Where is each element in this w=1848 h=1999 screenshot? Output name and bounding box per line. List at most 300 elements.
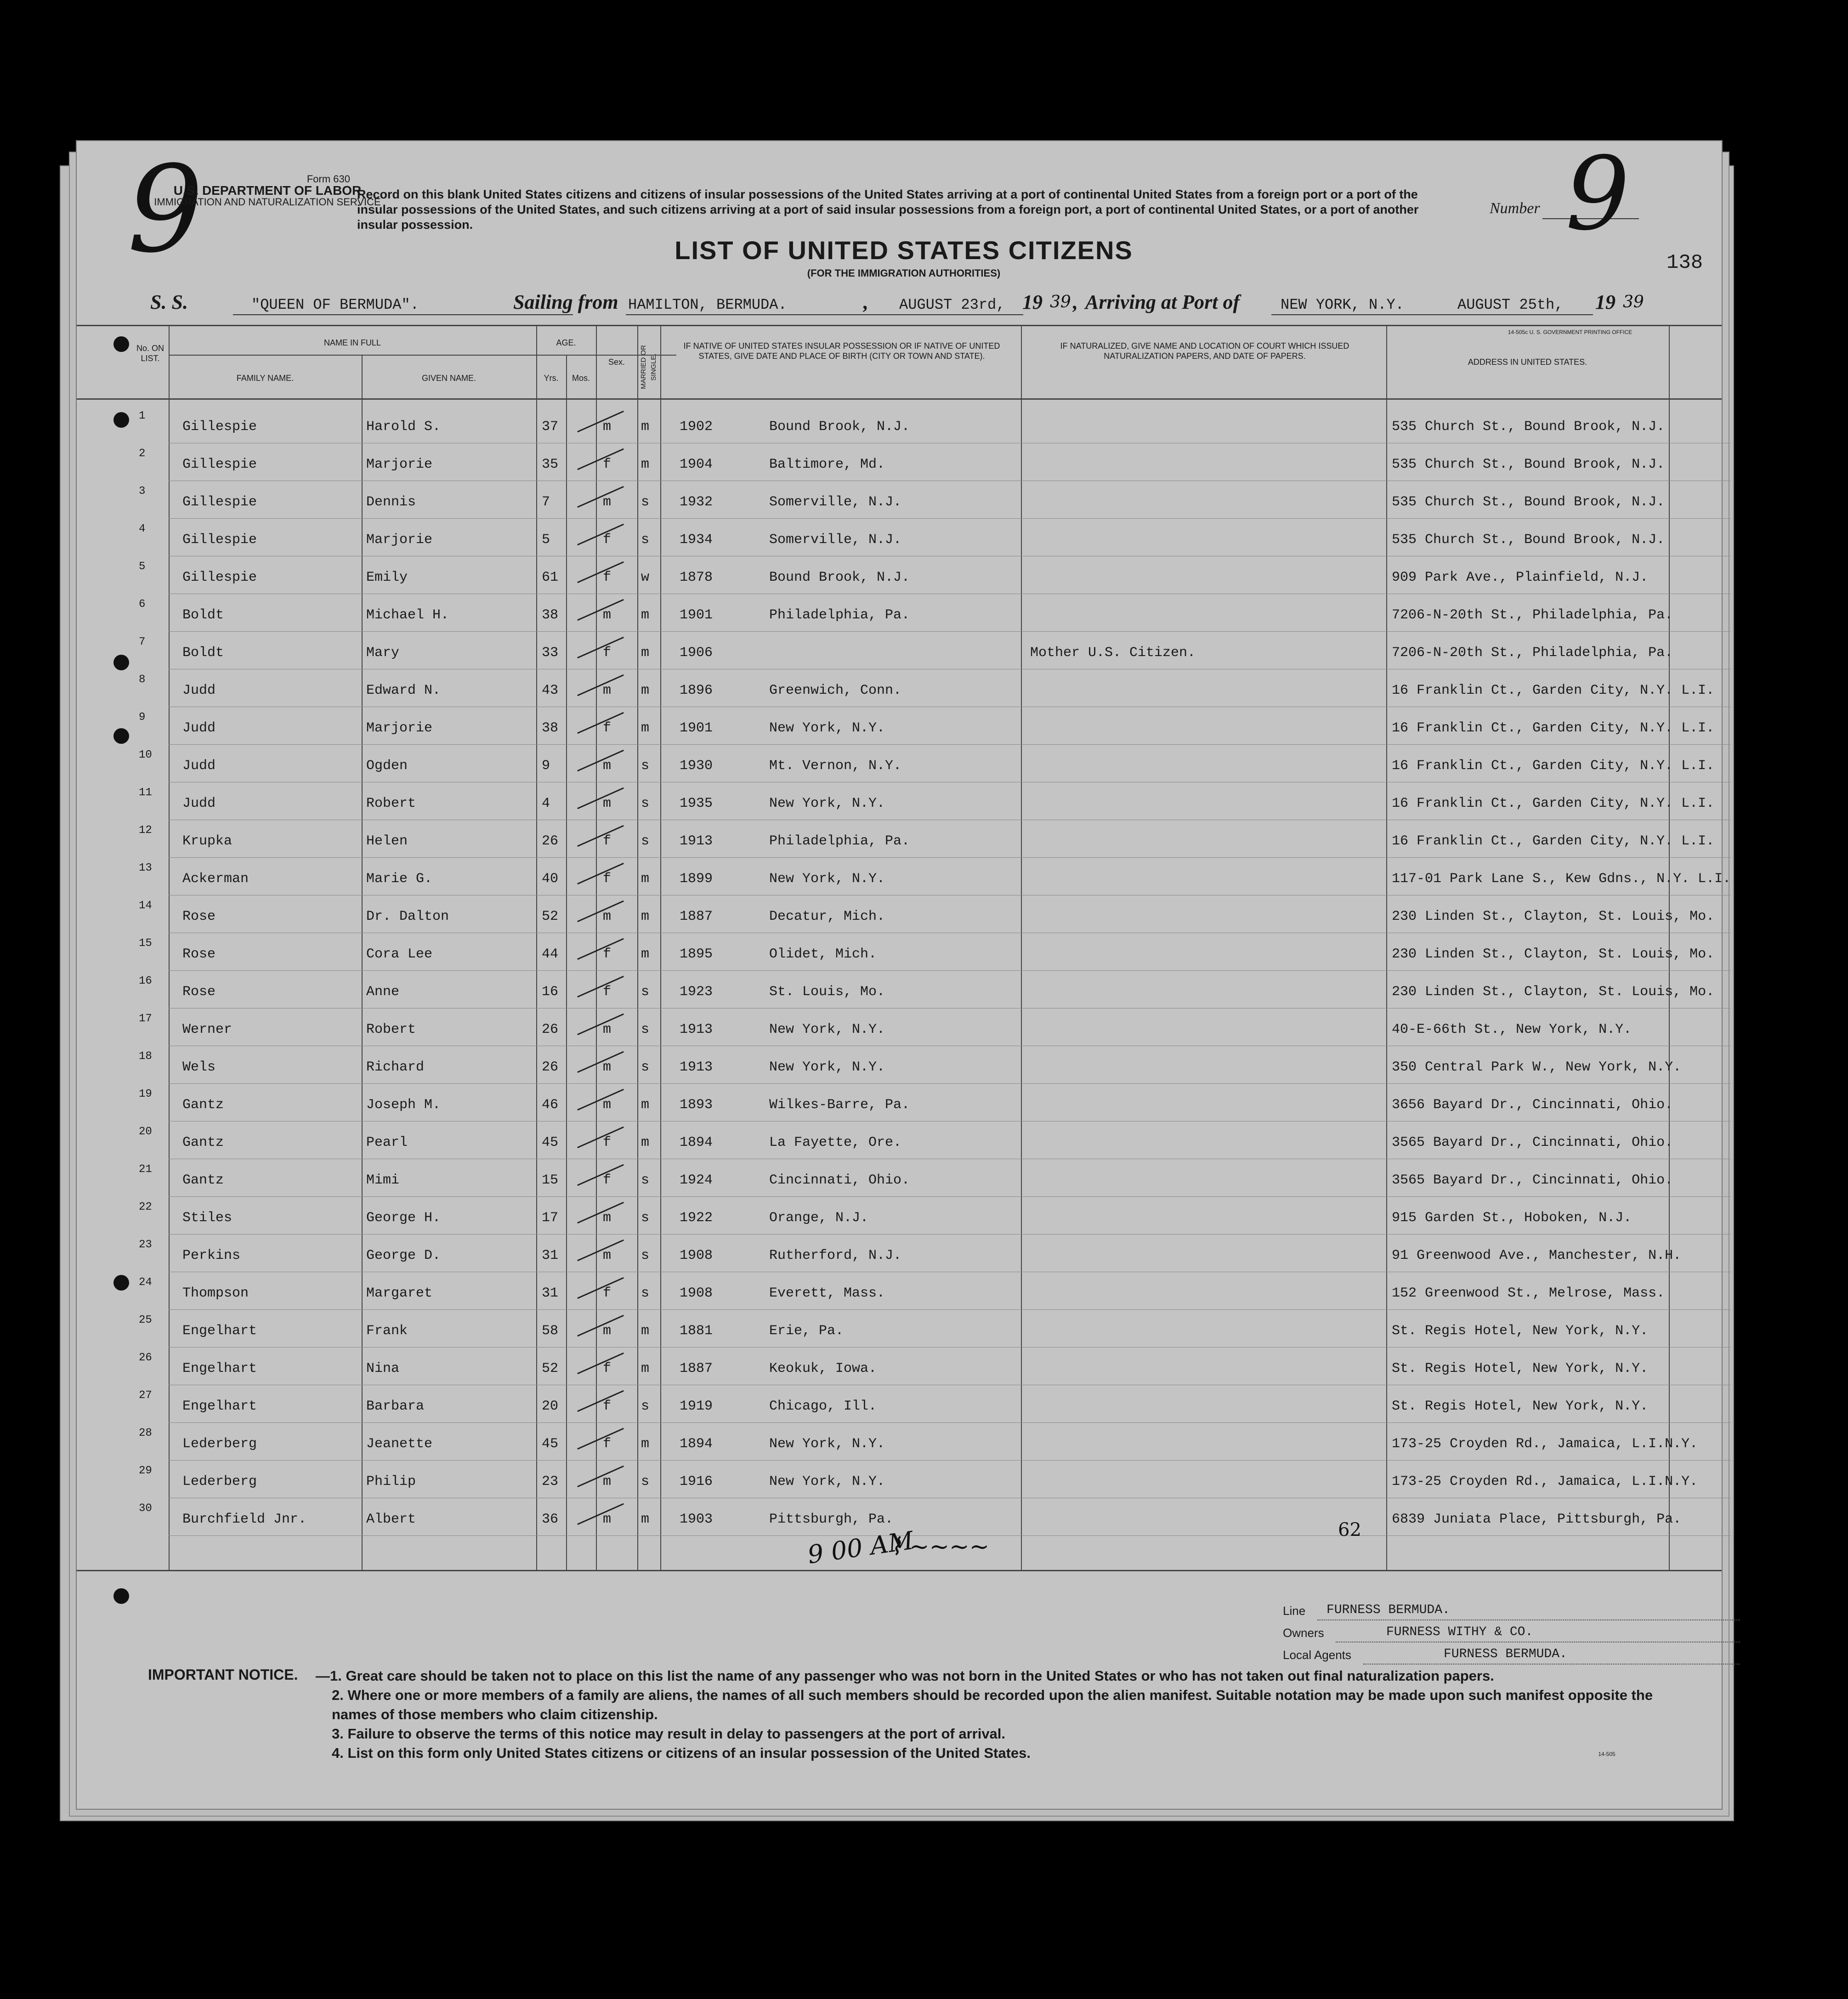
arrival-year: 39 [1623, 293, 1644, 311]
birth-year: 1924 [680, 1172, 713, 1188]
birth-year: 1896 [680, 683, 713, 698]
row-number: 4 [139, 523, 146, 535]
marital-status: m [641, 607, 650, 623]
agents-underline [1363, 1664, 1740, 1665]
row-number: 26 [139, 1352, 152, 1364]
family-name: Gillespie [182, 570, 257, 585]
row-number: 15 [139, 937, 152, 950]
header-name-in-full: NAME IN FULL [323, 338, 381, 347]
col-divider-yrs [566, 355, 567, 1570]
inspector-checkmark [577, 1428, 624, 1450]
inspector-checkmark [577, 1390, 624, 1412]
birth-place: St. Louis, Mo. [769, 984, 885, 1000]
inspector-checkmark [577, 787, 624, 809]
port-underline [1271, 314, 1593, 315]
row-number: 27 [139, 1389, 152, 1402]
family-name: Gantz [182, 1097, 224, 1113]
age-years: 31 [542, 1285, 559, 1301]
family-name: Judd [182, 683, 216, 698]
given-name: Dr. Dalton [366, 909, 449, 924]
marital-status: m [641, 946, 650, 962]
sex-value: m [603, 1059, 612, 1075]
marital-status: s [641, 1399, 650, 1414]
header-mos: Mos. [572, 374, 590, 383]
row-number: 6 [139, 598, 146, 611]
inspector-checkmark [577, 938, 624, 960]
row-number: 17 [139, 1013, 152, 1025]
birth-year: 1894 [680, 1135, 713, 1150]
given-name: Albert [366, 1512, 416, 1527]
birth-place: Pittsburgh, Pa. [769, 1512, 894, 1527]
row-number: 28 [139, 1427, 152, 1439]
us-address: 173-25 Croyden Rd., Jamaica, L.I.N.Y. [1392, 1474, 1698, 1489]
header-sex: Sex. [608, 357, 625, 367]
binder-hole [113, 728, 129, 744]
birth-place: Philadelphia, Pa. [769, 607, 910, 623]
sex-value: m [603, 796, 612, 811]
row-number: 10 [139, 749, 152, 761]
family-name: Boldt [182, 607, 224, 623]
marital-status: m [641, 419, 650, 435]
age-years: 20 [542, 1399, 559, 1414]
list-title: LIST OF UNITED STATES CITIZENS [675, 236, 1133, 265]
family-name: Krupka [182, 833, 232, 849]
header-bottom-line [77, 398, 1722, 400]
age-years: 61 [542, 570, 559, 585]
row-number: 12 [139, 824, 152, 837]
row-number: 11 [139, 787, 152, 799]
us-address: 909 Park Ave., Plainfield, N.J. [1392, 570, 1649, 585]
age-years: 44 [542, 946, 559, 962]
row-number: 29 [139, 1465, 152, 1477]
marital-status: w [641, 570, 650, 585]
birth-year: 1934 [680, 532, 713, 548]
birth-year: 1901 [680, 720, 713, 736]
given-name: Marjorie [366, 532, 433, 548]
inspector-checkmark [577, 825, 624, 847]
owners-label: Owners [1283, 1626, 1324, 1640]
family-name: Stiles [182, 1210, 232, 1226]
department-name: U.S. DEPARTMENT OF LABOR [173, 183, 362, 198]
given-name: George D. [366, 1248, 441, 1263]
birth-year: 1932 [680, 494, 713, 510]
birth-place: Cincinnati, Ohio. [769, 1172, 910, 1188]
notice-item-4: 4. List on this form only United States citizens or citizens of an insular possession of the United States. [332, 1745, 1031, 1761]
service-name: IMMIGRATION AND NATURALIZATION SERVICE [154, 196, 381, 208]
sex-value: f [603, 645, 612, 661]
col-divider-sex [637, 325, 638, 1570]
from-underline [626, 314, 929, 315]
family-name: Perkins [182, 1248, 241, 1263]
col-divider-given [536, 325, 537, 1570]
given-name: Robert [366, 796, 416, 811]
birth-year: 1894 [680, 1436, 713, 1452]
preamble-text: Record on this blank United States citizens and citizens of insular possessions of the United States arriving at a port of continental United States from a foreign port or a port of the insular possessions of the United States, and such citizens arriving at a port of said insular possessions from a foreign port, a port of continental United States, or a port of another insular possession. [357, 187, 1419, 232]
sex-value: m [603, 683, 612, 698]
family-name: Gillespie [182, 494, 257, 510]
birth-year: 1887 [680, 909, 713, 924]
col-divider-birth [1021, 325, 1022, 1570]
sex-value: m [603, 419, 612, 435]
sex-value: m [603, 1210, 612, 1226]
us-address: 3656 Bayard Dr., Cincinnati, Ohio. [1392, 1097, 1673, 1113]
inspector-initials-scribble: ⌇ ~~~~ [890, 1533, 990, 1561]
age-years: 35 [542, 457, 559, 472]
birth-year: 1923 [680, 984, 713, 1000]
birth-place: Keokuk, Iowa. [769, 1361, 877, 1376]
inspector-checkmark [577, 1503, 624, 1525]
family-name: Thompson [182, 1285, 249, 1301]
sex-value: f [603, 1135, 612, 1150]
family-name: Rose [182, 909, 216, 924]
family-name: Rose [182, 984, 216, 1000]
col-divider-mos [596, 325, 597, 1570]
row-divider [169, 744, 1731, 745]
given-name: Robert [366, 1022, 416, 1037]
given-name: Harold S. [366, 419, 441, 435]
inspector-checkmark [577, 1089, 624, 1110]
row-divider [169, 970, 1731, 971]
header-address: ADDRESS IN UNITED STATES. [1468, 357, 1587, 367]
sex-value: f [603, 1285, 612, 1301]
birth-year: 1908 [680, 1248, 713, 1263]
row-number: 8 [139, 674, 146, 686]
birth-place: New York, N.Y. [769, 1022, 885, 1037]
inspector-checkmark [577, 863, 624, 884]
family-name: Engelhart [182, 1323, 257, 1339]
departure-date: AUGUST 23rd, [899, 296, 1005, 313]
family-name: Boldt [182, 645, 224, 661]
sailing-from-port: HAMILTON, BERMUDA. [628, 296, 787, 313]
time-stamp: 9 00 AM [805, 1526, 915, 1569]
birth-place: New York, N.Y. [769, 871, 885, 887]
given-name: Jeanette [366, 1436, 433, 1452]
ship-name: "QUEEN OF BERMUDA". [251, 296, 419, 313]
marital-status: m [641, 1436, 650, 1452]
marital-status: m [641, 1512, 650, 1527]
age-years: 58 [542, 1323, 559, 1339]
us-address: 6839 Juniata Place, Pittsburgh, Pa. [1392, 1512, 1682, 1527]
row-number: 7 [139, 636, 146, 648]
sex-value: f [603, 1172, 612, 1188]
sex-value: f [603, 457, 612, 472]
given-name: Emily [366, 570, 408, 585]
inspector-checkmark [577, 900, 624, 922]
birth-year: 1913 [680, 1059, 713, 1075]
header-sub-line [169, 355, 676, 356]
birth-year: 1899 [680, 871, 713, 887]
inspector-checkmark [577, 1240, 624, 1261]
family-name: Gillespie [182, 419, 257, 435]
birth-year: 1913 [680, 833, 713, 849]
row-number: 1 [139, 410, 146, 422]
age-years: 40 [542, 871, 559, 887]
list-number: 9 [1565, 135, 1630, 253]
row-number: 14 [139, 900, 152, 912]
col-divider-family [362, 355, 363, 1570]
birth-place: Bound Brook, N.J. [769, 570, 910, 585]
age-years: 15 [542, 1172, 559, 1188]
sex-value: f [603, 1436, 612, 1452]
birth-year: 1906 [680, 645, 713, 661]
line-value: FURNESS BERMUDA. [1326, 1603, 1450, 1617]
sex-value: f [603, 871, 612, 887]
family-name: Lederberg [182, 1474, 257, 1489]
family-name: Engelhart [182, 1399, 257, 1414]
row-divider [169, 1460, 1731, 1461]
arriving-label: Arriving at Port of [1085, 291, 1240, 313]
birth-place: Bound Brook, N.J. [769, 419, 910, 435]
binder-hole [113, 1275, 129, 1291]
sex-value: m [603, 758, 612, 774]
header-family-name: FAMILY NAME. [236, 374, 294, 383]
birth-place: Chicago, Ill. [769, 1399, 877, 1414]
inspector-checkmark [577, 1315, 624, 1336]
header-yrs: Yrs. [544, 374, 559, 383]
inspector-checkmark [577, 411, 624, 432]
row-number: 9 [139, 711, 146, 724]
us-address: 152 Greenwood St., Melrose, Mass. [1392, 1285, 1665, 1301]
header-age: AGE. [556, 338, 576, 347]
age-years: 26 [542, 833, 559, 849]
inspector-checkmark [577, 750, 624, 771]
birth-place: New York, N.Y. [769, 1059, 885, 1075]
us-address: 350 Central Park W., New York, N.Y. [1392, 1059, 1682, 1075]
birth-place: Everett, Mass. [769, 1285, 885, 1301]
row-number: 3 [139, 485, 146, 498]
inspector-checkmark [577, 674, 624, 696]
given-name: Dennis [366, 494, 416, 510]
us-address: 7206-N-20th St., Philadelphia, Pa. [1392, 607, 1673, 623]
us-address: 16 Franklin Ct., Garden City, N.Y. L.I. [1392, 833, 1715, 849]
marital-status: m [641, 645, 650, 661]
inspector-checkmark [577, 524, 624, 545]
given-name: Anne [366, 984, 400, 1000]
notice-item-1: —1. Great care should be taken not to place on this list the name of any passenger who was not born in the United States or who has not taken out final naturalization papers. [316, 1668, 1494, 1684]
sex-value: m [603, 909, 612, 924]
age-years: 26 [542, 1059, 559, 1075]
given-name: Michael H. [366, 607, 449, 623]
age-years: 38 [542, 607, 559, 623]
sailing-from-label: Sailing from [513, 291, 618, 313]
birth-place: Mt. Vernon, N.Y. [769, 758, 902, 774]
notice-title: IMPORTANT NOTICE. [148, 1666, 298, 1683]
row-number: 19 [139, 1088, 152, 1100]
row-number: 25 [139, 1314, 152, 1326]
sex-value: m [603, 1022, 612, 1037]
family-name: Judd [182, 758, 216, 774]
birth-year: 1913 [680, 1022, 713, 1037]
birth-place: New York, N.Y. [769, 1436, 885, 1452]
sex-value: f [603, 984, 612, 1000]
row-number: 5 [139, 561, 146, 573]
family-name: Judd [182, 796, 216, 811]
family-name: Ackerman [182, 871, 249, 887]
age-years: 45 [542, 1436, 559, 1452]
row-divider [169, 518, 1731, 519]
col-divider-no [169, 325, 170, 1570]
marital-status: m [641, 1323, 650, 1339]
us-address: 16 Franklin Ct., Garden City, N.Y. L.I. [1392, 683, 1715, 698]
marital-status: m [641, 1361, 650, 1376]
age-years: 52 [542, 909, 559, 924]
notice-item-2: 2. Where one or more members of a family are aliens, the names of all such members should be recorded upon the alien manifest. Suitable notation may be made upon such manifest opposite the names of those members who claim citizenship. [332, 1687, 1653, 1722]
sex-value: m [603, 607, 612, 623]
birth-year: 1881 [680, 1323, 713, 1339]
binder-hole [113, 1588, 129, 1604]
row-divider [169, 1347, 1731, 1348]
age-years: 26 [542, 1022, 559, 1037]
comma-2: , [1073, 291, 1078, 313]
row-number: 13 [139, 862, 152, 874]
table-top-line [77, 325, 1722, 326]
departure-underline [890, 314, 1023, 315]
us-address: 535 Church St., Bound Brook, N.J. [1392, 457, 1665, 472]
sex-value: m [603, 1512, 612, 1527]
marital-status: m [641, 720, 650, 736]
given-name: Marjorie [366, 720, 433, 736]
given-name: Ogden [366, 758, 408, 774]
row-divider [169, 1234, 1731, 1235]
age-years: 38 [542, 720, 559, 736]
sex-value: m [603, 1248, 612, 1263]
family-name: Gillespie [182, 532, 257, 548]
birth-place: New York, N.Y. [769, 720, 885, 736]
sex-value: f [603, 570, 612, 585]
row-divider [169, 1196, 1731, 1197]
sex-value: m [603, 1474, 612, 1489]
year-prefix-2: 19 [1595, 291, 1616, 313]
birth-place: Rutherford, N.J. [769, 1248, 902, 1263]
birth-place: Philadelphia, Pa. [769, 833, 910, 849]
birth-place: New York, N.Y. [769, 796, 885, 811]
age-years: 9 [542, 758, 550, 774]
row-divider [169, 1309, 1731, 1310]
header-given-name: GIVEN NAME. [421, 374, 476, 383]
notice-item-3: 3. Failure to observe the terms of this notice may result in delay to passengers at the port of arrival. [332, 1726, 1006, 1742]
age-years: 31 [542, 1248, 559, 1263]
birth-place: Wilkes-Barre, Pa. [769, 1097, 910, 1113]
arrival-date: AUGUST 25th, [1457, 296, 1564, 313]
birth-year: 1901 [680, 607, 713, 623]
binder-hole [113, 412, 129, 428]
form-number: Form 630 [306, 173, 350, 185]
inspector-checkmark [577, 1277, 624, 1299]
tally-count: 62 [1338, 1519, 1361, 1540]
birth-year: 1908 [680, 1285, 713, 1301]
sex-value: f [603, 1361, 612, 1376]
sex-value: f [603, 946, 612, 962]
marital-status: m [641, 457, 650, 472]
row-number: 30 [139, 1502, 152, 1515]
naturalization-note: Mother U.S. Citizen. [1030, 645, 1196, 661]
birth-year: 1878 [680, 570, 713, 585]
us-address: 535 Church St., Bound Brook, N.J. [1392, 494, 1665, 510]
given-name: George H. [366, 1210, 441, 1226]
given-name: Mary [366, 645, 400, 661]
us-address: 173-25 Croyden Rd., Jamaica, L.I.N.Y. [1392, 1436, 1698, 1452]
family-name: Lederberg [182, 1436, 257, 1452]
given-name: Helen [366, 833, 408, 849]
given-name: Margaret [366, 1285, 433, 1301]
age-years: 23 [542, 1474, 559, 1489]
given-name: Pearl [366, 1135, 408, 1150]
printing-note: 14-505c U. S. GOVERNMENT PRINTING OFFICE [1508, 329, 1633, 335]
us-address: St. Regis Hotel, New York, N.Y. [1392, 1399, 1649, 1414]
header-married-or-single: MARRIED OR SINGLE. [640, 345, 658, 389]
marital-status: s [641, 1474, 650, 1489]
list-subtitle: (FOR THE IMMIGRATION AUTHORITIES) [807, 267, 1001, 279]
row-number: 21 [139, 1163, 152, 1176]
us-address: 230 Linden St., Clayton, St. Louis, Mo. [1392, 984, 1715, 1000]
line-label: Line [1283, 1604, 1306, 1618]
birth-place: Greenwich, Conn. [769, 683, 902, 698]
inspector-checkmark [577, 1014, 624, 1035]
marital-status: s [641, 1285, 650, 1301]
age-years: 33 [542, 645, 559, 661]
inspector-checkmark [577, 486, 624, 508]
inspector-checkmark [577, 1051, 624, 1073]
us-address: 230 Linden St., Clayton, St. Louis, Mo. [1392, 909, 1715, 924]
us-address: 16 Franklin Ct., Garden City, N.Y. L.I. [1392, 720, 1715, 736]
us-address: 535 Church St., Bound Brook, N.J. [1392, 419, 1665, 435]
birth-year: 1930 [680, 758, 713, 774]
us-address: 230 Linden St., Clayton, St. Louis, Mo. [1392, 946, 1715, 962]
inspector-checkmark [577, 637, 624, 658]
col-divider-nat [1386, 325, 1387, 1570]
birth-place: New York, N.Y. [769, 1474, 885, 1489]
us-address: 40-E-66th St., New York, N.Y. [1392, 1022, 1632, 1037]
birth-year: 1887 [680, 1361, 713, 1376]
family-name: Gantz [182, 1172, 224, 1188]
age-years: 37 [542, 419, 559, 435]
row-number: 18 [139, 1050, 152, 1063]
given-name: Philip [366, 1474, 416, 1489]
sex-value: m [603, 1097, 612, 1113]
inspector-checkmark [577, 712, 624, 734]
marital-status: s [641, 1022, 650, 1037]
birth-year: 1916 [680, 1474, 713, 1489]
age-years: 16 [542, 984, 559, 1000]
marital-status: s [641, 833, 650, 849]
header-naturalized: IF NATURALIZED, GIVE NAME AND LOCATION OF COURT WHICH ISSUED NATURALIZATION PAPERS, AND DATE OF PAPERS. [1060, 341, 1349, 361]
sex-value: f [603, 1399, 612, 1414]
family-name: Gantz [182, 1135, 224, 1150]
marital-status: s [641, 984, 650, 1000]
agents-label: Local Agents [1283, 1648, 1351, 1662]
marital-status: s [641, 532, 650, 548]
family-name: Judd [182, 720, 216, 736]
birth-place: Decatur, Mich. [769, 909, 885, 924]
family-name: Rose [182, 946, 216, 962]
sex-value: m [603, 494, 612, 510]
binder-hole [113, 336, 129, 352]
inspector-checkmark [577, 448, 624, 470]
marital-status: s [641, 1210, 650, 1226]
comma-1: , [863, 291, 868, 313]
row-number: 16 [139, 975, 152, 987]
notice-form-code: 14-505 [1598, 1751, 1616, 1757]
marital-status: s [641, 1248, 650, 1263]
age-years: 43 [542, 683, 559, 698]
us-address: 91 Greenwood Ave., Manchester, N.H. [1392, 1248, 1682, 1263]
ship-underline [233, 314, 573, 315]
marital-status: s [641, 1172, 650, 1188]
given-name: Frank [366, 1323, 408, 1339]
marital-status: m [641, 871, 650, 887]
birth-place: Somerville, N.J. [769, 532, 902, 548]
given-name: Mimi [366, 1172, 400, 1188]
